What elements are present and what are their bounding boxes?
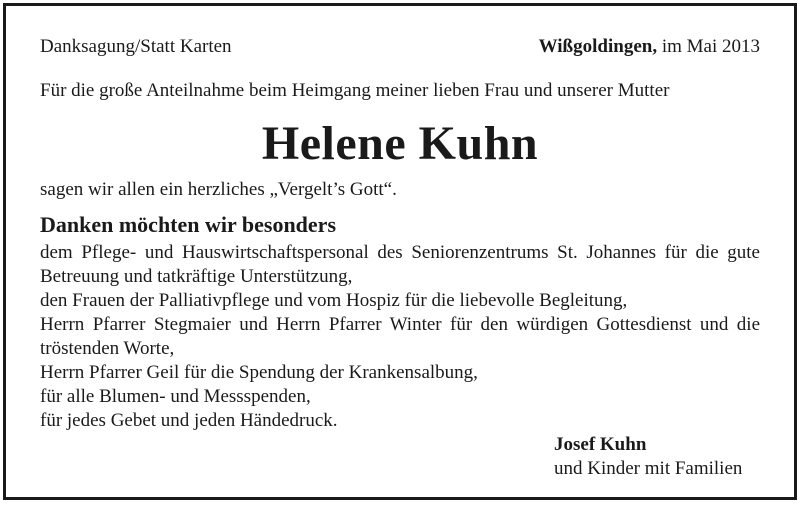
thanks-list [40, 241, 760, 433]
signature-name: Josef Kuhn [554, 434, 647, 455]
list-item: Herrn Pfarrer Geil für die Spendung der Krankensalbung, [40, 362, 478, 383]
signature [554, 433, 760, 481]
obituary-card [3, 3, 797, 500]
signature-family: und Kinder mit Familien [554, 458, 743, 479]
place-and-date [539, 35, 760, 59]
intro-text: Für die große Anteilnahme beim Heimgang meiner lieben Frau und unserer Mutter [40, 80, 670, 101]
card-content [40, 6, 760, 497]
list-item: für jedes Gebet und jeden Händedruck. [40, 410, 338, 431]
list-item: dem Pflege- und Hauswirtschaftspersonal des Seniorenzentrums St. Johannes für die gute Betreuung und tatkräftige Unterstützung, [40, 242, 760, 287]
subheading: Danken möchten wir besonders [40, 212, 337, 237]
list-item: den Frauen der Palliativpflege und vom Hospiz für die liebevolle Begleitung, [40, 290, 628, 311]
list-item: Herrn Pfarrer Stegmaier und Herrn Pfarrer Winter für den würdigen Gottesdienst und die tröstenden Worte, [40, 314, 760, 359]
place-name: Wißgoldingen, [538, 36, 658, 57]
date-text: im Mai 2013 [657, 36, 760, 57]
list-item: für alle Blumen- und Messspenden, [40, 386, 311, 407]
header-caption: Danksagung/Statt Karten [40, 36, 232, 57]
deceased-name: Helene Kuhn [261, 117, 539, 170]
header-row [40, 35, 760, 61]
thanks-line: sagen wir allen ein herzliches „Vergelt’s Gott“. [40, 179, 397, 200]
